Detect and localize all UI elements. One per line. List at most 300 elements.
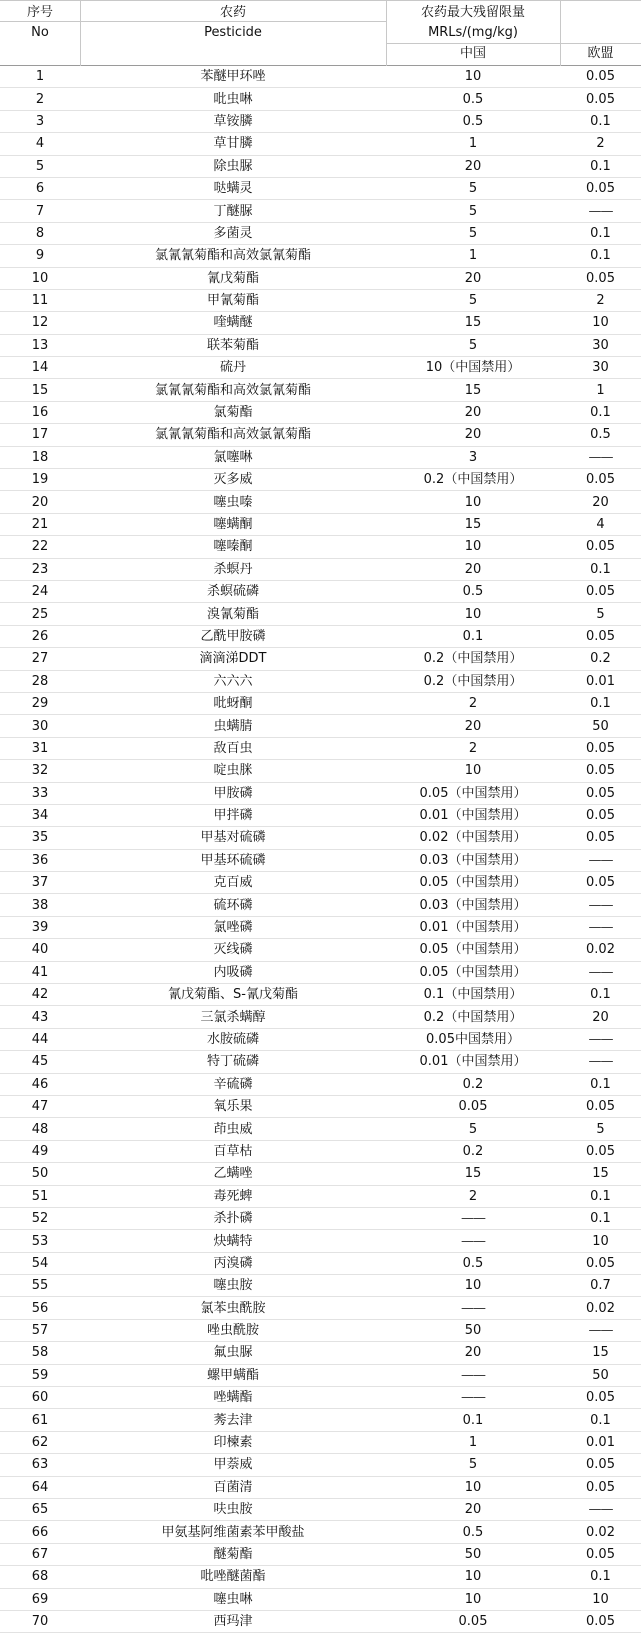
row-pesticide: 氰戊菊酯 — [80, 267, 386, 289]
row-no: 57 — [0, 1319, 80, 1341]
row-mrl-eu: 1 — [560, 379, 641, 401]
row-mrl-eu: 0.05 — [560, 625, 641, 647]
row-mrl-eu: 2 — [560, 289, 641, 311]
row-mrl-eu: 0.01 — [560, 670, 641, 692]
row-mrl-eu: 0.1 — [560, 110, 641, 132]
row-no: 7 — [0, 200, 80, 222]
row-mrl-eu: —— — [560, 1051, 641, 1073]
row-pesticide: 敌百虫 — [80, 737, 386, 759]
row-pesticide: 氯氰氰菊酯和高效氯氰菊酯 — [80, 424, 386, 446]
table-row — [0, 827, 641, 849]
row-no: 39 — [0, 916, 80, 938]
row-no: 13 — [0, 334, 80, 356]
row-mrl-china: 0.01（中国禁用） — [386, 916, 560, 938]
row-no: 12 — [0, 312, 80, 334]
row-mrl-eu: 0.05 — [560, 804, 641, 826]
row-mrl-eu: 15 — [560, 1342, 641, 1364]
row-no: 62 — [0, 1431, 80, 1453]
table-row — [0, 894, 641, 916]
row-mrl-eu: 0.02 — [560, 1297, 641, 1319]
row-mrl-china: 1 — [386, 245, 560, 267]
row-mrl-china: —— — [386, 1230, 560, 1252]
row-mrl-china: 20 — [386, 155, 560, 177]
row-mrl-eu: 30 — [560, 334, 641, 356]
row-mrl-eu: 0.02 — [560, 1521, 641, 1543]
row-pesticide: 丁醚脲 — [80, 200, 386, 222]
table-row — [0, 984, 641, 1006]
row-mrl-china: 0.03（中国禁用） — [386, 849, 560, 871]
row-pesticide: 噻虫嗪 — [80, 491, 386, 513]
row-mrl-china: 5 — [386, 1454, 560, 1476]
row-mrl-eu: 0.7 — [560, 1275, 641, 1297]
row-mrl-eu: 0.01 — [560, 1431, 641, 1453]
row-mrl-china: 10 — [386, 1275, 560, 1297]
mrl-table — [0, 66, 641, 1633]
table-row — [0, 267, 641, 289]
table-row — [0, 110, 641, 132]
row-mrl-eu: 0.05 — [560, 782, 641, 804]
row-mrl-china: 50 — [386, 1319, 560, 1341]
row-pesticide: 百草枯 — [80, 1140, 386, 1162]
row-mrl-eu: —— — [560, 961, 641, 983]
table-row — [0, 1543, 641, 1565]
table-row — [0, 1051, 641, 1073]
table-row — [0, 737, 641, 759]
row-mrl-china: 2 — [386, 737, 560, 759]
table-row — [0, 289, 641, 311]
row-pesticide: 硫环磷 — [80, 894, 386, 916]
row-mrl-china: 20 — [386, 401, 560, 423]
row-mrl-eu: 30 — [560, 357, 641, 379]
row-mrl-eu: 0.1 — [560, 984, 641, 1006]
table-row — [0, 88, 641, 110]
table-row — [0, 1431, 641, 1453]
row-no: 20 — [0, 491, 80, 513]
row-pesticide: 螺甲螨酯 — [80, 1364, 386, 1386]
row-pesticide: 印楝素 — [80, 1431, 386, 1453]
table-row — [0, 961, 641, 983]
row-pesticide: 氟虫脲 — [80, 1342, 386, 1364]
header-rule-a — [0, 21, 80, 22]
header-no-en: No — [31, 25, 49, 40]
row-mrl-eu: 4 — [560, 513, 641, 535]
row-pesticide: 克百威 — [80, 872, 386, 894]
table-row — [0, 1387, 641, 1409]
table-row — [0, 312, 641, 334]
row-mrl-eu: —— — [560, 200, 641, 222]
row-pesticide: 百菌清 — [80, 1476, 386, 1498]
row-mrl-china: 5 — [386, 177, 560, 199]
row-pesticide: 氰戊菊酯、S-氰戊菊酯 — [80, 984, 386, 1006]
row-pesticide: 氧乐果 — [80, 1095, 386, 1117]
row-mrl-eu: 0.05 — [560, 1387, 641, 1409]
row-mrl-eu: 0.1 — [560, 1207, 641, 1229]
row-no: 67 — [0, 1543, 80, 1565]
row-mrl-china: 0.1 — [386, 625, 560, 647]
row-pesticide: 氯唑磷 — [80, 916, 386, 938]
row-mrl-china: —— — [386, 1364, 560, 1386]
row-pesticide: 多菌灵 — [80, 222, 386, 244]
row-pesticide: 草甘膦 — [80, 133, 386, 155]
table-row — [0, 625, 641, 647]
row-mrl-eu: 10 — [560, 1588, 641, 1610]
row-mrl-eu: 10 — [560, 1230, 641, 1252]
row-pesticide: 甲氨基阿维菌素苯甲酸盐 — [80, 1521, 386, 1543]
row-mrl-china: 0.5 — [386, 580, 560, 602]
row-mrl-china: 0.05 — [386, 1095, 560, 1117]
table-row — [0, 1140, 641, 1162]
row-no: 68 — [0, 1566, 80, 1588]
row-mrl-eu: 0.2 — [560, 648, 641, 670]
row-no: 41 — [0, 961, 80, 983]
row-pesticide: 哒螨灵 — [80, 177, 386, 199]
header-china: 中国 — [459, 46, 486, 61]
row-no: 23 — [0, 558, 80, 580]
row-mrl-china: 20 — [386, 424, 560, 446]
row-mrl-china: 5 — [386, 222, 560, 244]
row-no: 70 — [0, 1610, 80, 1632]
row-mrl-eu: 0.05 — [560, 760, 641, 782]
row-mrl-eu: 0.05 — [560, 1543, 641, 1565]
table-row — [0, 446, 641, 468]
row-mrl-china: 0.01（中国禁用） — [386, 804, 560, 826]
row-no: 54 — [0, 1252, 80, 1274]
row-mrl-china: 5 — [386, 334, 560, 356]
row-no: 47 — [0, 1095, 80, 1117]
table-row — [0, 1073, 641, 1095]
row-pesticide: 乙酰甲胺磷 — [80, 625, 386, 647]
row-mrl-china: 20 — [386, 267, 560, 289]
row-mrl-eu: 0.05 — [560, 1476, 641, 1498]
row-mrl-china: 0.1（中国禁用） — [386, 984, 560, 1006]
row-mrl-china: 0.2（中国禁用） — [386, 469, 560, 491]
row-mrl-eu: 0.05 — [560, 1095, 641, 1117]
row-mrl-china: 15 — [386, 312, 560, 334]
row-mrl-china: 0.02（中国禁用） — [386, 827, 560, 849]
row-no: 33 — [0, 782, 80, 804]
table-row — [0, 1476, 641, 1498]
row-pesticide: 杀扑磷 — [80, 1207, 386, 1229]
table-row — [0, 849, 641, 871]
row-pesticide: 莠去津 — [80, 1409, 386, 1431]
row-mrl-eu: 0.1 — [560, 1409, 641, 1431]
row-mrl-china: 10 — [386, 1566, 560, 1588]
row-no: 46 — [0, 1073, 80, 1095]
table-row — [0, 782, 641, 804]
table-row — [0, 715, 641, 737]
row-mrl-eu: 0.05 — [560, 66, 641, 88]
table-row — [0, 513, 641, 535]
row-no: 36 — [0, 849, 80, 871]
table-row — [0, 1095, 641, 1117]
table-row — [0, 1006, 641, 1028]
row-pesticide: 辛硫磷 — [80, 1073, 386, 1095]
row-mrl-eu: 0.05 — [560, 267, 641, 289]
table-row — [0, 1409, 641, 1431]
table-row — [0, 1454, 641, 1476]
table-row — [0, 133, 641, 155]
table-row — [0, 177, 641, 199]
row-no: 8 — [0, 222, 80, 244]
table-header — [0, 0, 641, 66]
header-pesticide-en: Pesticide — [204, 25, 262, 40]
row-no: 26 — [0, 625, 80, 647]
row-no: 43 — [0, 1006, 80, 1028]
row-mrl-china: 15 — [386, 1163, 560, 1185]
table-row — [0, 1610, 641, 1632]
table-row — [0, 1588, 641, 1610]
row-pesticide: 甲氰菊酯 — [80, 289, 386, 311]
row-mrl-eu: 2 — [560, 133, 641, 155]
row-no: 11 — [0, 289, 80, 311]
table-row — [0, 155, 641, 177]
row-mrl-china: 0.05（中国禁用） — [386, 782, 560, 804]
row-pesticide: 特丁硫磷 — [80, 1051, 386, 1073]
row-mrl-china: 0.2（中国禁用） — [386, 1006, 560, 1028]
row-mrl-eu: 0.1 — [560, 1566, 641, 1588]
row-no: 16 — [0, 401, 80, 423]
row-no: 63 — [0, 1454, 80, 1476]
table-row — [0, 1275, 641, 1297]
row-no: 65 — [0, 1499, 80, 1521]
table-row — [0, 648, 641, 670]
row-mrl-china: 0.05中国禁用） — [386, 1028, 560, 1050]
row-mrl-china: 10 — [386, 603, 560, 625]
row-mrl-china: 10 — [386, 536, 560, 558]
row-pesticide: 苯醚甲环唑 — [80, 66, 386, 88]
row-no: 31 — [0, 737, 80, 759]
table-row — [0, 1499, 641, 1521]
table-row — [0, 603, 641, 625]
header-mrl-cn: 农药最大残留限量 — [420, 5, 525, 20]
row-no: 15 — [0, 379, 80, 401]
row-mrl-china: 10 — [386, 1476, 560, 1498]
row-mrl-china: 0.05（中国禁用） — [386, 872, 560, 894]
row-mrl-eu: 0.05 — [560, 1610, 641, 1632]
row-no: 42 — [0, 984, 80, 1006]
row-pesticide: 水胺硫磷 — [80, 1028, 386, 1050]
row-pesticide: 氯氰氰菊酯和高效氯氰菊酯 — [80, 379, 386, 401]
row-no: 2 — [0, 88, 80, 110]
row-pesticide: 甲萘威 — [80, 1454, 386, 1476]
table-row — [0, 692, 641, 714]
row-no: 69 — [0, 1588, 80, 1610]
row-mrl-eu: 0.05 — [560, 469, 641, 491]
table-row — [0, 1297, 641, 1319]
row-pesticide: 乙螨唑 — [80, 1163, 386, 1185]
row-mrl-eu: 0.05 — [560, 177, 641, 199]
row-mrl-eu: 0.02 — [560, 939, 641, 961]
row-pesticide: 噻螨酮 — [80, 513, 386, 535]
table-row — [0, 357, 641, 379]
row-mrl-eu: 50 — [560, 715, 641, 737]
table-row — [0, 1028, 641, 1050]
row-pesticide: 内吸磷 — [80, 961, 386, 983]
row-mrl-china: 3 — [386, 446, 560, 468]
row-mrl-eu: 0.1 — [560, 222, 641, 244]
row-no: 58 — [0, 1342, 80, 1364]
row-no: 56 — [0, 1297, 80, 1319]
table-row — [0, 558, 641, 580]
row-mrl-eu: 10 — [560, 312, 641, 334]
row-mrl-eu: —— — [560, 1499, 641, 1521]
row-no: 3 — [0, 110, 80, 132]
row-pesticide: 甲胺磷 — [80, 782, 386, 804]
row-no: 66 — [0, 1521, 80, 1543]
row-mrl-eu: —— — [560, 894, 641, 916]
row-pesticide: 氯噻啉 — [80, 446, 386, 468]
table-row — [0, 1319, 641, 1341]
row-mrl-china: 50 — [386, 1543, 560, 1565]
row-no: 50 — [0, 1163, 80, 1185]
row-mrl-eu: 0.1 — [560, 1073, 641, 1095]
header-pesticide-cn: 农药 — [219, 5, 246, 20]
row-mrl-china: 0.2（中国禁用） — [386, 648, 560, 670]
row-no: 14 — [0, 357, 80, 379]
row-no: 1 — [0, 66, 80, 88]
row-mrl-china: 0.2（中国禁用） — [386, 670, 560, 692]
row-mrl-china: 5 — [386, 200, 560, 222]
row-pesticide: 吡蚜酮 — [80, 692, 386, 714]
row-mrl-china: 0.2 — [386, 1140, 560, 1162]
table-row — [0, 1185, 641, 1207]
row-pesticide: 甲基对硫磷 — [80, 827, 386, 849]
row-mrl-eu: 0.05 — [560, 536, 641, 558]
row-pesticide: 噻虫啉 — [80, 1588, 386, 1610]
table-row — [0, 670, 641, 692]
row-no: 24 — [0, 580, 80, 602]
row-no: 38 — [0, 894, 80, 916]
table-row — [0, 580, 641, 602]
row-mrl-eu: 0.5 — [560, 424, 641, 446]
row-pesticide: 虫螨腈 — [80, 715, 386, 737]
row-pesticide: 啶虫脒 — [80, 760, 386, 782]
table-row — [0, 245, 641, 267]
row-mrl-china: 0.05 — [386, 1610, 560, 1632]
row-mrl-china: —— — [386, 1297, 560, 1319]
row-mrl-eu: 0.05 — [560, 827, 641, 849]
row-mrl-china: 20 — [386, 558, 560, 580]
row-mrl-eu: 0.1 — [560, 558, 641, 580]
row-no: 60 — [0, 1387, 80, 1409]
row-no: 9 — [0, 245, 80, 267]
row-mrl-china: 2 — [386, 1185, 560, 1207]
row-pesticide: 六六六 — [80, 670, 386, 692]
row-no: 19 — [0, 469, 80, 491]
row-pesticide: 滴滴涕DDT — [80, 648, 386, 670]
row-no: 48 — [0, 1118, 80, 1140]
row-no: 35 — [0, 827, 80, 849]
row-mrl-china: 0.01（中国禁用） — [386, 1051, 560, 1073]
row-mrl-china: 0.5 — [386, 110, 560, 132]
table-row — [0, 872, 641, 894]
table-row — [0, 760, 641, 782]
row-no: 49 — [0, 1140, 80, 1162]
row-mrl-china: 5 — [386, 289, 560, 311]
table-row — [0, 1230, 641, 1252]
table-row — [0, 424, 641, 446]
header-rule-b — [80, 21, 386, 22]
table-row — [0, 1521, 641, 1543]
row-mrl-eu: —— — [560, 1028, 641, 1050]
row-no: 10 — [0, 267, 80, 289]
row-mrl-china: 15 — [386, 513, 560, 535]
row-mrl-china: —— — [386, 1207, 560, 1229]
row-no: 40 — [0, 939, 80, 961]
row-pesticide: 灭多威 — [80, 469, 386, 491]
table-row — [0, 536, 641, 558]
row-pesticide: 茚虫威 — [80, 1118, 386, 1140]
row-no: 25 — [0, 603, 80, 625]
row-pesticide: 氯苯虫酰胺 — [80, 1297, 386, 1319]
row-mrl-eu: 0.05 — [560, 737, 641, 759]
row-pesticide: 除虫脲 — [80, 155, 386, 177]
row-pesticide: 溴氰菊酯 — [80, 603, 386, 625]
row-mrl-china: 1 — [386, 1431, 560, 1453]
row-pesticide: 炔螨特 — [80, 1230, 386, 1252]
row-pesticide: 三氯杀螨醇 — [80, 1006, 386, 1028]
row-pesticide: 唑螨酯 — [80, 1387, 386, 1409]
row-pesticide: 西玛津 — [80, 1610, 386, 1632]
row-mrl-eu: 0.1 — [560, 401, 641, 423]
row-mrl-eu: 20 — [560, 1006, 641, 1028]
row-pesticide: 吡虫啉 — [80, 88, 386, 110]
row-pesticide: 噻嗪酮 — [80, 536, 386, 558]
row-pesticide: 噻虫胺 — [80, 1275, 386, 1297]
row-mrl-china: 20 — [386, 715, 560, 737]
row-no: 37 — [0, 872, 80, 894]
row-mrl-eu: 0.05 — [560, 580, 641, 602]
row-mrl-china: 0.5 — [386, 88, 560, 110]
row-pesticide: 杀螟硫磷 — [80, 580, 386, 602]
row-mrl-eu: 0.05 — [560, 1140, 641, 1162]
row-mrl-china: 10 — [386, 1588, 560, 1610]
row-no: 5 — [0, 155, 80, 177]
row-mrl-china: —— — [386, 1387, 560, 1409]
row-no: 27 — [0, 648, 80, 670]
row-mrl-eu: 0.1 — [560, 245, 641, 267]
table-row — [0, 1364, 641, 1386]
table-row — [0, 222, 641, 244]
table-row — [0, 1207, 641, 1229]
header-top-rule — [0, 0, 641, 1]
table-row — [0, 1118, 641, 1140]
row-mrl-china: 5 — [386, 1118, 560, 1140]
row-no: 52 — [0, 1207, 80, 1229]
row-pesticide: 甲基环硫磷 — [80, 849, 386, 871]
row-no: 17 — [0, 424, 80, 446]
row-no: 45 — [0, 1051, 80, 1073]
row-mrl-eu: 5 — [560, 603, 641, 625]
row-no: 64 — [0, 1476, 80, 1498]
row-no: 61 — [0, 1409, 80, 1431]
row-mrl-eu: 0.1 — [560, 155, 641, 177]
header-divider-2 — [386, 0, 387, 66]
row-pesticide: 醚菊酯 — [80, 1543, 386, 1565]
row-no: 6 — [0, 177, 80, 199]
row-pesticide: 吡唑醚菌酯 — [80, 1566, 386, 1588]
table-row — [0, 379, 641, 401]
header-mrl-en: MRLs/(mg/kg) — [428, 25, 518, 40]
row-mrl-eu: 5 — [560, 1118, 641, 1140]
row-pesticide: 杀螟丹 — [80, 558, 386, 580]
row-no: 55 — [0, 1275, 80, 1297]
row-no: 28 — [0, 670, 80, 692]
row-mrl-eu: 0.05 — [560, 88, 641, 110]
row-pesticide: 唑虫酰胺 — [80, 1319, 386, 1341]
table-row — [0, 804, 641, 826]
row-mrl-china: 0.05（中国禁用） — [386, 939, 560, 961]
